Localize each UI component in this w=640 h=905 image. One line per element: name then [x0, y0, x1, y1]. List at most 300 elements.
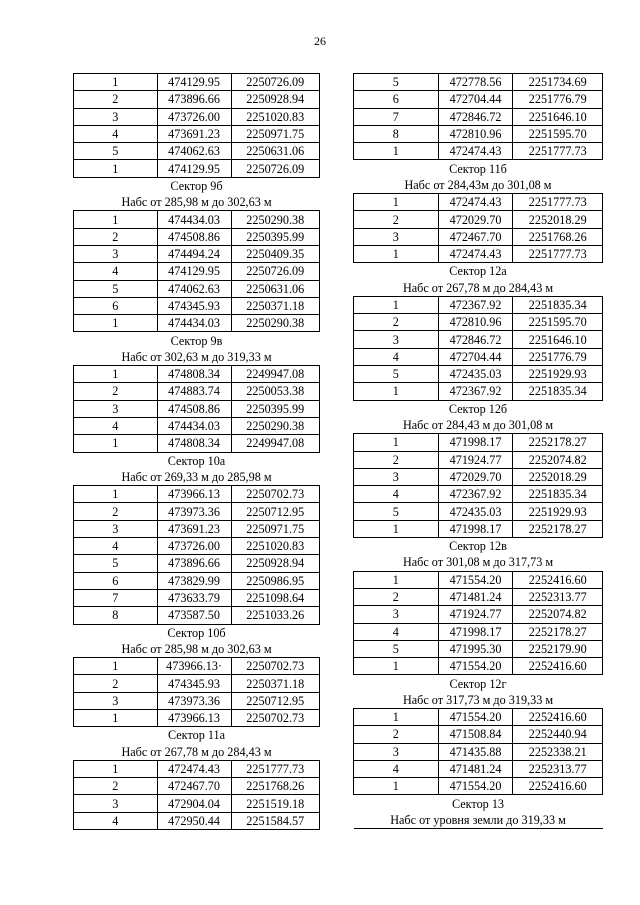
y-coordinate-cell: 2250712.95	[231, 692, 320, 709]
point-number-cell: 1	[354, 708, 439, 725]
y-coordinate-cell: 2251768.26	[513, 228, 603, 245]
coordinate-row	[74, 417, 320, 434]
x-coordinate-cell: 471554.20	[438, 571, 513, 588]
page-number: 26	[314, 34, 326, 48]
y-coordinate-cell: 2250290.38	[231, 211, 320, 228]
coordinate-row	[74, 486, 320, 503]
y-coordinate-cell: 2252178.27	[513, 434, 603, 451]
y-coordinate-cell: 2250702.73	[231, 709, 320, 726]
coordinate-row	[354, 143, 603, 160]
point-number-cell: 3	[354, 468, 439, 485]
sector-title: Сектор 10б	[167, 625, 226, 640]
y-coordinate-cell: 2251776.79	[513, 91, 603, 108]
sector-title: Сектор 12а	[449, 264, 507, 279]
point-number-cell: 2	[354, 314, 439, 331]
point-number-cell: 6	[354, 91, 439, 108]
x-coordinate-cell: 472810.96	[438, 314, 513, 331]
point-number-cell: 2	[354, 588, 439, 605]
y-coordinate-cell: 2250726.09	[231, 160, 320, 177]
y-coordinate-cell: 2251595.70	[513, 314, 603, 331]
point-number-cell: 1	[354, 296, 439, 313]
y-coordinate-cell: 2251929.93	[513, 503, 603, 520]
sector-height-range: Набс от 285,98 м до 302,63 м	[74, 641, 320, 658]
sector-height-range-row	[74, 469, 320, 486]
sector-title: Сектор 9в	[170, 333, 223, 348]
point-number-cell: 4	[74, 125, 158, 142]
y-coordinate-cell: 2251777.73	[231, 760, 320, 777]
coordinate-row	[74, 263, 320, 280]
sector-title: Сектор 12в	[449, 539, 507, 554]
y-coordinate-cell: 2251777.73	[513, 194, 603, 211]
coordinate-row	[74, 607, 320, 624]
coordinate-row	[354, 588, 603, 605]
x-coordinate-cell: 472367.92	[438, 383, 513, 400]
point-number-cell: 5	[354, 366, 439, 383]
sector-height-range-row	[74, 744, 320, 761]
point-number-cell: 2	[74, 383, 158, 400]
point-number-cell: 2	[74, 675, 158, 692]
coordinate-row	[354, 503, 603, 520]
coordinate-row	[354, 331, 603, 348]
sector-title: Сектор 11б	[449, 161, 507, 176]
point-number-cell: 4	[74, 812, 158, 829]
x-coordinate-cell: 472474.43	[438, 245, 513, 262]
point-number-cell: 1	[354, 383, 439, 400]
x-coordinate-cell: 474434.03	[157, 417, 231, 434]
coordinate-row	[74, 692, 320, 709]
point-number-cell: 2	[354, 726, 439, 743]
sector-title-row	[354, 538, 603, 555]
x-coordinate-cell: 472435.03	[438, 503, 513, 520]
point-number-cell: 4	[74, 417, 158, 434]
y-coordinate-cell: 2250928.94	[231, 91, 320, 108]
x-coordinate-cell: 472474.43	[157, 760, 231, 777]
point-number-cell: 5	[354, 503, 439, 520]
x-coordinate-cell: 474434.03	[157, 211, 231, 228]
point-number-cell: 1	[74, 709, 158, 726]
x-coordinate-cell: 471481.24	[438, 760, 513, 777]
coordinate-row	[354, 74, 603, 91]
point-number-cell: 3	[74, 692, 158, 709]
y-coordinate-cell: 2251777.73	[513, 143, 603, 160]
point-number-cell: 1	[74, 160, 158, 177]
y-coordinate-cell: 2251734.69	[513, 74, 603, 91]
y-coordinate-cell: 2250371.18	[231, 675, 320, 692]
coordinate-row	[74, 675, 320, 692]
y-coordinate-cell: 2251646.10	[513, 331, 603, 348]
point-number-cell: 1	[74, 315, 158, 332]
coordinate-row	[74, 280, 320, 297]
coordinate-row	[74, 778, 320, 795]
y-coordinate-cell: 2250395.99	[231, 228, 320, 245]
coordinate-row	[74, 589, 320, 606]
x-coordinate-cell: 474129.95	[157, 263, 231, 280]
y-coordinate-cell: 2250702.73	[231, 486, 320, 503]
y-coordinate-cell: 2251595.70	[513, 125, 603, 142]
sector-height-range: Набс от 267,78 м до 284,43 м	[74, 744, 320, 761]
sector-height-range-row	[354, 280, 603, 297]
point-number-cell: 1	[354, 143, 439, 160]
coordinate-row	[74, 143, 320, 160]
point-number-cell: 3	[354, 228, 439, 245]
coordinate-row	[74, 400, 320, 417]
y-coordinate-cell: 2251020.83	[231, 108, 320, 125]
coordinate-row	[354, 760, 603, 777]
sector-height-range-row	[354, 692, 603, 709]
point-number-cell: 1	[354, 194, 439, 211]
y-coordinate-cell: 2251646.10	[513, 108, 603, 125]
x-coordinate-cell: 474883.74	[157, 383, 231, 400]
y-coordinate-cell: 2251835.34	[513, 486, 603, 503]
sector-title-row	[354, 263, 603, 280]
coordinate-row	[354, 571, 603, 588]
point-number-cell: 8	[74, 607, 158, 624]
point-number-cell: 1	[354, 520, 439, 537]
y-coordinate-cell: 2250290.38	[231, 315, 320, 332]
y-coordinate-cell: 2250631.06	[231, 280, 320, 297]
sector-height-range: Набс от 302,63 м до 319,33 м	[74, 349, 320, 366]
x-coordinate-cell: 473829.99	[157, 572, 231, 589]
coordinate-row	[354, 520, 603, 537]
x-coordinate-cell: 472904.04	[157, 795, 231, 812]
sector-title-row	[354, 675, 603, 692]
coordinate-row	[354, 606, 603, 623]
x-coordinate-cell: 472778.56	[438, 74, 513, 91]
y-coordinate-cell: 2252018.29	[513, 211, 603, 228]
point-number-cell: 7	[354, 108, 439, 125]
point-number-cell: 3	[74, 245, 158, 262]
x-coordinate-cell: 472846.72	[438, 108, 513, 125]
point-number-cell: 4	[74, 263, 158, 280]
y-coordinate-cell: 2252416.60	[513, 658, 603, 675]
coordinate-row	[74, 520, 320, 537]
y-coordinate-cell: 2251768.26	[231, 778, 320, 795]
x-coordinate-cell: 471998.17	[438, 520, 513, 537]
sector-height-range: Набс от 317,73 м до 319,33 м	[354, 692, 603, 709]
x-coordinate-cell: 471508.84	[438, 726, 513, 743]
point-number-cell: 3	[74, 108, 158, 125]
sector-title-row	[354, 160, 603, 177]
sector-title-row	[74, 332, 320, 349]
point-number-cell: 1	[354, 434, 439, 451]
x-coordinate-cell: 471554.20	[438, 658, 513, 675]
x-coordinate-cell: 472367.92	[438, 296, 513, 313]
y-coordinate-cell: 2251776.79	[513, 348, 603, 365]
coordinate-row	[74, 228, 320, 245]
y-coordinate-cell: 2251835.34	[513, 296, 603, 313]
sector-height-range-row	[354, 417, 603, 434]
left-coordinates-table	[73, 73, 320, 830]
x-coordinate-cell: 472950.44	[157, 812, 231, 829]
point-number-cell: 8	[354, 125, 439, 142]
y-coordinate-cell: 2250702.73	[231, 658, 320, 675]
sector-height-range: Набс от 301,08 м до 317,73 м	[354, 554, 603, 571]
y-coordinate-cell: 2251584.57	[231, 812, 320, 829]
y-coordinate-cell: 2252178.27	[513, 623, 603, 640]
coordinate-row	[74, 108, 320, 125]
coordinate-row	[354, 468, 603, 485]
y-coordinate-cell: 2250928.94	[231, 555, 320, 572]
coordinate-row	[354, 211, 603, 228]
coordinate-row	[74, 503, 320, 520]
sector-height-range: Набс от 267,78 м до 284,43 м	[354, 280, 603, 297]
point-number-cell: 5	[74, 143, 158, 160]
y-coordinate-cell: 2252179.90	[513, 640, 603, 657]
coordinate-row	[354, 640, 603, 657]
x-coordinate-cell: 474345.93	[157, 675, 231, 692]
coordinate-row	[354, 91, 603, 108]
coordinate-row	[354, 451, 603, 468]
y-coordinate-cell: 2252416.60	[513, 571, 603, 588]
point-number-cell: 1	[74, 74, 158, 91]
sector-height-range-row	[74, 349, 320, 366]
x-coordinate-cell: 471924.77	[438, 451, 513, 468]
y-coordinate-cell: 2251777.73	[513, 245, 603, 262]
coordinate-row	[74, 315, 320, 332]
coordinate-row	[74, 366, 320, 383]
coordinate-row	[354, 383, 603, 400]
x-coordinate-cell: 473691.23	[157, 125, 231, 142]
point-number-cell: 1	[74, 486, 158, 503]
coordinate-row	[74, 572, 320, 589]
point-number-cell: 2	[74, 778, 158, 795]
y-coordinate-cell: 2251519.18	[231, 795, 320, 812]
coordinate-row	[74, 538, 320, 555]
coordinate-row	[74, 795, 320, 812]
x-coordinate-cell: 472435.03	[438, 366, 513, 383]
coordinate-row	[354, 296, 603, 313]
point-number-cell: 1	[354, 245, 439, 262]
y-coordinate-cell: 2249947.08	[231, 435, 320, 452]
point-number-cell: 2	[74, 503, 158, 520]
x-coordinate-cell: 474508.86	[157, 400, 231, 417]
point-number-cell: 4	[354, 486, 439, 503]
point-number-cell: 1	[354, 571, 439, 588]
y-coordinate-cell: 2250726.09	[231, 263, 320, 280]
coordinate-row	[354, 108, 603, 125]
coordinate-row	[354, 743, 603, 760]
x-coordinate-cell: 472467.70	[157, 778, 231, 795]
x-coordinate-cell: 473587.50	[157, 607, 231, 624]
x-coordinate-cell: 474808.34	[157, 366, 231, 383]
x-coordinate-cell: 472367.92	[438, 486, 513, 503]
x-coordinate-cell: 471481.24	[438, 588, 513, 605]
x-coordinate-cell: 474062.63	[157, 280, 231, 297]
coordinate-row	[74, 297, 320, 314]
point-number-cell: 3	[354, 331, 439, 348]
x-coordinate-cell: 473966.13	[157, 709, 231, 726]
sector-title-row	[74, 177, 320, 194]
sector-title-row	[74, 452, 320, 469]
coordinate-row	[354, 778, 603, 795]
coordinate-row	[74, 74, 320, 91]
x-coordinate-cell: 471554.20	[438, 708, 513, 725]
x-coordinate-cell: 472704.44	[438, 91, 513, 108]
y-coordinate-cell: 2252018.29	[513, 468, 603, 485]
x-coordinate-cell: 471554.20	[438, 778, 513, 795]
point-number-cell: 2	[74, 228, 158, 245]
x-coordinate-cell: 474129.95	[157, 160, 231, 177]
y-coordinate-cell: 2250726.09	[231, 74, 320, 91]
sector-height-range-row	[354, 812, 603, 829]
coordinate-row	[354, 245, 603, 262]
coordinate-row	[74, 211, 320, 228]
sector-height-range: Набс от 285,98 м до 302,63 м	[74, 194, 320, 211]
point-number-cell: 3	[354, 743, 439, 760]
coordinate-row	[74, 245, 320, 262]
x-coordinate-cell: 474494.24	[157, 245, 231, 262]
point-number-cell: 3	[74, 520, 158, 537]
y-coordinate-cell: 2250290.38	[231, 417, 320, 434]
y-coordinate-cell: 2249947.08	[231, 366, 320, 383]
coordinate-row	[354, 658, 603, 675]
point-number-cell: 1	[74, 366, 158, 383]
point-number-cell: 1	[74, 435, 158, 452]
point-number-cell: 3	[354, 606, 439, 623]
y-coordinate-cell: 2251020.83	[231, 538, 320, 555]
x-coordinate-cell: 474434.03	[157, 315, 231, 332]
x-coordinate-cell: 473726.00	[157, 108, 231, 125]
sector-height-range: Набс от 284,43 м до 301,08 м	[354, 417, 603, 434]
coordinate-row	[354, 726, 603, 743]
point-number-cell: 6	[74, 297, 158, 314]
y-coordinate-cell: 2252074.82	[513, 451, 603, 468]
coordinate-row	[354, 623, 603, 640]
x-coordinate-cell: 473726.00	[157, 538, 231, 555]
point-number-cell: 1	[74, 211, 158, 228]
x-coordinate-cell: 473896.66	[157, 555, 231, 572]
x-coordinate-cell: 474508.86	[157, 228, 231, 245]
y-coordinate-cell: 2251098.64	[231, 589, 320, 606]
x-coordinate-cell: 472846.72	[438, 331, 513, 348]
x-coordinate-cell: 474345.93	[157, 297, 231, 314]
sector-height-range: Набс от уровня земли до 319,33 м	[354, 812, 603, 829]
y-coordinate-cell: 2252074.82	[513, 606, 603, 623]
point-number-cell: 7	[74, 589, 158, 606]
y-coordinate-cell: 2250395.99	[231, 400, 320, 417]
sector-height-range-row	[74, 641, 320, 658]
y-coordinate-cell: 2252416.60	[513, 778, 603, 795]
x-coordinate-cell: 472474.43	[438, 143, 513, 160]
x-coordinate-cell: 473966.13·	[157, 658, 231, 675]
coordinate-row	[74, 125, 320, 142]
sector-title: Сектор 10а	[167, 453, 226, 468]
y-coordinate-cell: 2250712.95	[231, 503, 320, 520]
x-coordinate-cell: 473973.36	[157, 503, 231, 520]
y-coordinate-cell: 2251835.34	[513, 383, 603, 400]
y-coordinate-cell: 2250971.75	[231, 125, 320, 142]
point-number-cell: 5	[354, 74, 439, 91]
y-coordinate-cell: 2250409.35	[231, 245, 320, 262]
coordinate-row	[74, 160, 320, 177]
point-number-cell: 1	[354, 778, 439, 795]
coordinate-row	[354, 434, 603, 451]
sector-height-range: Набс от 269,33 м до 285,98 м	[74, 469, 320, 486]
x-coordinate-cell: 473691.23	[157, 520, 231, 537]
point-number-cell: 5	[74, 280, 158, 297]
point-number-cell: 5	[74, 555, 158, 572]
coordinate-row	[74, 658, 320, 675]
coordinate-row	[354, 125, 603, 142]
sector-height-range-row	[354, 177, 603, 194]
point-number-cell: 2	[74, 91, 158, 108]
coordinate-row	[354, 366, 603, 383]
y-coordinate-cell: 2250631.06	[231, 143, 320, 160]
sector-title-row	[354, 400, 603, 417]
x-coordinate-cell: 471998.17	[438, 623, 513, 640]
coordinate-row	[354, 314, 603, 331]
point-number-cell: 2	[354, 211, 439, 228]
point-number-cell: 4	[354, 760, 439, 777]
sector-height-range-row	[354, 554, 603, 571]
point-number-cell: 4	[354, 348, 439, 365]
point-number-cell: 3	[74, 400, 158, 417]
x-coordinate-cell: 472467.70	[438, 228, 513, 245]
coordinate-row	[354, 708, 603, 725]
sector-height-range-row	[74, 194, 320, 211]
coordinate-row	[354, 348, 603, 365]
sector-title: Сектор 9б	[170, 178, 223, 193]
point-number-cell: 5	[354, 640, 439, 657]
coordinate-row	[74, 709, 320, 726]
x-coordinate-cell: 473973.36	[157, 692, 231, 709]
y-coordinate-cell: 2250986.95	[231, 572, 320, 589]
coordinate-row	[74, 555, 320, 572]
y-coordinate-cell: 2252178.27	[513, 520, 603, 537]
point-number-cell: 1	[74, 658, 158, 675]
y-coordinate-cell: 2252313.77	[513, 760, 603, 777]
sector-title-row	[74, 624, 320, 641]
point-number-cell: 4	[74, 538, 158, 555]
right-coordinates-column	[353, 73, 603, 829]
left-coordinates-column	[73, 73, 320, 830]
sector-title: Сектор 13	[451, 796, 505, 811]
point-number-cell: 1	[354, 658, 439, 675]
point-number-cell: 4	[354, 623, 439, 640]
x-coordinate-cell: 473896.66	[157, 91, 231, 108]
point-number-cell: 6	[74, 572, 158, 589]
y-coordinate-cell: 2250971.75	[231, 520, 320, 537]
coordinate-row	[354, 228, 603, 245]
x-coordinate-cell: 471435.88	[438, 743, 513, 760]
coordinate-row	[74, 435, 320, 452]
sector-title: Сектор 11а	[168, 728, 225, 743]
y-coordinate-cell: 2252338.21	[513, 743, 603, 760]
y-coordinate-cell: 2250371.18	[231, 297, 320, 314]
point-number-cell: 2	[354, 451, 439, 468]
y-coordinate-cell: 2252313.77	[513, 588, 603, 605]
x-coordinate-cell: 471998.17	[438, 434, 513, 451]
sector-title-row	[74, 727, 320, 744]
coordinate-row	[74, 760, 320, 777]
sector-title: Сектор 12г	[449, 676, 507, 691]
y-coordinate-cell: 2250053.38	[231, 383, 320, 400]
x-coordinate-cell: 474808.34	[157, 435, 231, 452]
y-coordinate-cell: 2251929.93	[513, 366, 603, 383]
coordinate-row	[354, 486, 603, 503]
x-coordinate-cell: 473633.79	[157, 589, 231, 606]
sector-title: Сектор 12б	[448, 401, 508, 416]
sector-title-row	[354, 795, 603, 812]
x-coordinate-cell: 474062.63	[157, 143, 231, 160]
x-coordinate-cell: 471924.77	[438, 606, 513, 623]
x-coordinate-cell: 472810.96	[438, 125, 513, 142]
point-number-cell: 3	[74, 795, 158, 812]
x-coordinate-cell: 472704.44	[438, 348, 513, 365]
coordinate-row	[354, 194, 603, 211]
x-coordinate-cell: 471995.30	[438, 640, 513, 657]
x-coordinate-cell: 474129.95	[157, 74, 231, 91]
